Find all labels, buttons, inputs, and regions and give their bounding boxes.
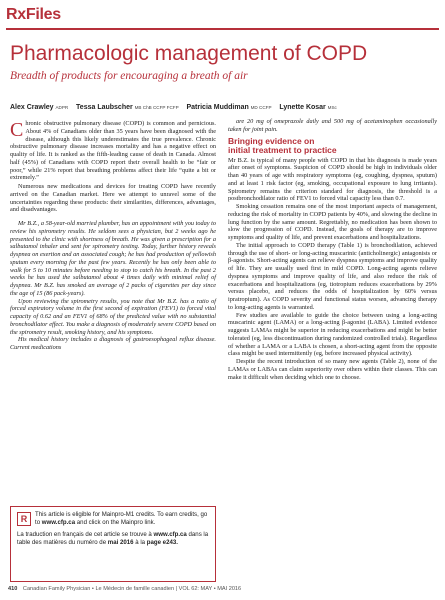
body-paragraph: Mr B.Z. is typical of many people with COPD in that his diagnosis is made years after onset of symptoms. Suspicion of COPD should be high in individuals older than 40 years of age with respiratory symptoms (eg, coughing, dyspnea, sputum) and at least 1 risk factor (eg, smoking, occupational exposure to lung irritants). Spirometry remains the criterion standard for diagnosis, the threshold is a postbronchodilator ratio of FEV1 to forced vital capacity less than 0.7. — [228, 156, 437, 203]
body-paragraph: Few studies are available to guide the choice between using a long-acting muscarinic agent (LAMA) or a long-acting β-agonist (LABA). Limited evidence suggests LAMAs might be superior in reducing exacerbations and might be better tolerated (eg, less discontinuation during randomized controlled trials). Regardless of whether a LAMA or a LABA is chosen, a short-acting agent from the opposite class might be used intermittently (eg, before increased physical activity). — [228, 311, 437, 358]
section-header — [0, 0, 445, 34]
body-paragraph: The initial approach to COPD therapy (Table 1) is bronchodilation, achieved through the use of short- or long-acting muscarinic (anticholinergic) antagonists or β-agonists. Short-acting agents can relieve dyspnea symptoms and improve quality of life. They are usually used first in mild COPD. Long-acting agents relieve dyspnea symptoms and improve quality of life, and also reduce the risk of exacerbations and hospitalizations (eg, tiotropium reduces exacerbations by 29% versus placebo, and reduces the odds of hospitalization by 60% versus ipratropium). As COPD severity and functional status worsen, advancing therapy to long-acting agents is warranted. — [228, 241, 437, 311]
cme-text: and click on the Mainpro link. — [75, 519, 156, 526]
author-credentials: MSc — [327, 105, 337, 110]
author-credentials: ADPR — [55, 105, 69, 110]
evidence-section — [228, 157, 437, 382]
drop-cap: C — [10, 119, 24, 141]
section-label: RxFiles — [6, 6, 61, 23]
section-heading-line: initial treatment to practice — [228, 144, 337, 155]
section-heading — [228, 137, 437, 155]
section-rule — [6, 28, 439, 30]
issue-name: mai 2016 — [107, 539, 134, 546]
author-name: Alex Crawley — [10, 104, 54, 111]
cme-text: dans la table des matières du numéro de — [17, 531, 209, 546]
cme-english-text — [17, 511, 209, 527]
author-name: Lynette Kosar — [279, 104, 326, 111]
cme-french-text — [17, 531, 209, 547]
intro-paragraph-2: Numerous new medications and devices for treating COPD have recently arrived on the Canadian market. Here we attempt to unravel some of the uncertainties regarding these products: their similarities, differences, advantages, and disadvantages. — [10, 183, 216, 214]
author-list — [10, 104, 343, 111]
cme-text: La traduction en français de cet article se trouve à — [17, 531, 154, 538]
cme-info-box — [10, 506, 216, 582]
article-subtitle: Breadth of products for encouraging a breath of air — [10, 70, 248, 82]
author-name: Tessa Laubscher — [76, 104, 133, 111]
mainpro-icon: R — [17, 512, 31, 526]
case-study — [10, 220, 216, 352]
column-right — [228, 118, 437, 381]
page-footer — [8, 586, 241, 592]
intro-paragraph — [10, 120, 216, 182]
case-paragraph: Mr B.Z., a 58-year-old married plumber, has an appointment with you today to review his spirometry results. He seldom sees a physician, but 2 weeks ago he presented to the clinic with shortness of breath. He was given a prescription for a salbutamol inhaler and sent for spirometry testing. Today, further history reveals dyspnea on exertion and an associated cough; he has had production of yellowish sputum every morning for the past few years. Recently he has only been able to walk for 5 to 10 minutes before needing to stop to catch his breath. In the past 2 weeks he has used the salbutamol about 4 times daily with minimal relief of dyspnea. Mr B.Z. has smoked an average of 2 packs of cigarettes per day since the age of 15 (86 pack-years). — [10, 220, 216, 297]
cme-link[interactable]: www.cfp.ca — [153, 531, 187, 538]
journal-citation: Canadian Family Physician • Le Médecin de famille canadien | VOL 62: MAY • MAI 2016 — [22, 586, 242, 592]
author-credentials: MB ChB CCFP FCFP — [134, 105, 179, 110]
author-credentials: MD CCFP — [250, 105, 272, 110]
page-reference: page e243. — [146, 539, 178, 546]
cme-link[interactable]: www.cfp.ca — [41, 519, 76, 526]
body-paragraph: Despite the recent introduction of so many new agents (Table 2), none of the LAMAs or LABAs can claim superiority over others within their classes. This can make it difficult when deciding which one to choose. — [228, 358, 437, 381]
case-paragraph: His medical history includes a diagnosis of gastroesophageal reflux disease. Current medications — [10, 336, 216, 351]
column-left — [10, 120, 216, 352]
case-continuation: are 20 mg of omeprazole daily and 500 mg of acetaminophen occasionally taken for joint pain. — [228, 118, 437, 133]
article-title: Pharmacologic management of COPD — [10, 42, 368, 65]
section-heading-line: Bringing evidence on — [228, 135, 315, 146]
case-paragraph: Upon reviewing the spirometry results, you note that Mr B.Z. has a ratio of forced expiratory volume in the first second of expiration (FEV1) to forced vital capacity of 0.62 and an FEV1 of 68% of the predicted value with no substantial bronchodilator effect. You make a diagnosis of moderately severe COPD based on the spirometry result, smoking history, and his symptoms. — [10, 297, 216, 336]
intro-text: hronic obstructive pulmonary disease (COPD) is common and pernicious. About 4% of Canadians older than 35 years have been diagnosed with the disease, although this likely underestimates the true prevalence. Chronic obstructive pulmonary disease increases mortality and has a negative effect on quality of life. It is ranked as the fifth-leading cause of death in Canada. Almost half (45%) of Canadians with COPD report their overall health to be “fair or poor,” while 21% report that breathing problems affect their life “quite a bit or extremely.” — [10, 120, 216, 182]
cme-text: This article is eligible for Mainpro-M1 credits. To earn credits, go to — [35, 511, 208, 526]
cme-text: à la — [133, 539, 147, 546]
author-name: Patricia Muddiman — [186, 104, 249, 111]
page-number: 410 — [8, 586, 18, 592]
body-paragraph: Smoking cessation remains one of the most important aspects of management, reducing the risk of mortality in COPD patients by 40%, and slowing the decline in lung function by the same amount. Regrettably, no medication has been shown to slow the progression of COPD. Instead, the goals of therapy are to improve symptoms and quality of life, and prevent exacerbations and hospitalizations. — [228, 203, 437, 241]
